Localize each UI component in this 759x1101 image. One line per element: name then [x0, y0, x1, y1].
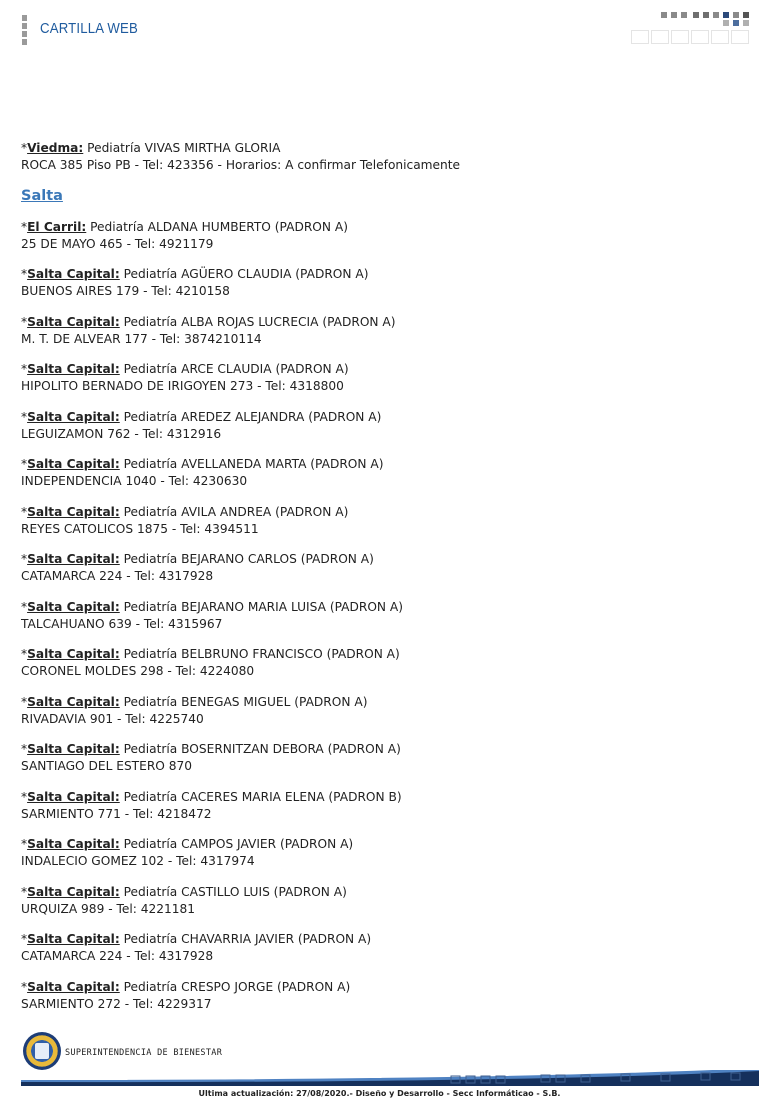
provider-entry: *Salta Capital: Pediatría BELBRUNO FRANCISCO (PADRON A) CORONEL MOLDES 298 - Tel: 4224080: [21, 646, 741, 680]
provider-location: Salta Capital:: [27, 837, 120, 851]
provider-location: Salta Capital:: [27, 552, 120, 566]
provider-details: M. T. DE ALVEAR 177 - Tel: 3874210114: [21, 331, 262, 346]
provider-entry: *Salta Capital: Pediatría CHAVARRIA JAVIER (PADRON A) CATAMARCA 224 - Tel: 4317928: [21, 931, 741, 965]
provider-name: Pediatría CACERES MARIA ELENA (PADRON B): [119, 789, 402, 804]
provider-details: SARMIENTO 272 - Tel: 4229317: [21, 996, 212, 1011]
provider-name: Pediatría AREDEZ ALEJANDRA (PADRON A): [119, 409, 382, 424]
provider-name: Pediatría BOSERNITZAN DEBORA (PADRON A): [119, 742, 401, 756]
provider-name: Pediatría ALBA ROJAS LUCRECIA (PADRON A): [119, 314, 396, 329]
provider-location: Salta Capital:: [27, 314, 120, 329]
last-update-text: Ultima actualización: 27/08/2020.- Diseño y Desarrollo - Secc Informáticao - S.B.: [198, 1089, 561, 1098]
provider-details: LEGUIZAMON 762 - Tel: 4312916: [21, 426, 222, 441]
provider-entry: *Salta Capital: Pediatría BENEGAS MIGUEL (PADRON A) RIVADAVIA 901 - Tel: 4225740: [21, 694, 741, 728]
provider-entry: *Salta Capital: Pediatría BEJARANO CARLOS (PADRON A) CATAMARCA 224 - Tel: 4317928: [21, 551, 741, 585]
footer-band: [21, 1070, 759, 1086]
provider-details: INDALECIO GOMEZ 102 - Tel: 4317974: [21, 854, 255, 868]
provider-details: CORONEL MOLDES 298 - Tel: 4224080: [21, 664, 255, 678]
provider-details: REYES CATOLICOS 1875 - Tel: 4394511: [21, 521, 259, 536]
provider-location: Salta Capital:: [27, 789, 120, 804]
provider-entry: *Salta Capital: Pediatría ARCE CLAUDIA (PADRON A) HIPOLITO BERNADO DE IRIGOYEN 273 - Tel: 4318800: [21, 361, 741, 395]
provider-location: Salta Capital:: [27, 742, 120, 756]
provider-entry: *Salta Capital: Pediatría CRESPO JORGE (PADRON A) SARMIENTO 272 - Tel: 4229317: [21, 979, 741, 1013]
provider-name: Pediatría BEJARANO MARIA LUISA (PADRON A): [119, 599, 404, 614]
provider-location: Salta Capital:: [27, 932, 120, 946]
page-footer: [21, 1030, 759, 1088]
provider-entry: *Salta Capital: Pediatría CAMPOS JAVIER (PADRON A) INDALECIO GOMEZ 102 - Tel: 4317974: [21, 836, 741, 870]
provider-details: BUENOS AIRES 179 - Tel: 4210158: [21, 284, 230, 298]
provider-entry: [21, 140, 741, 174]
provider-entry: *Salta Capital: Pediatría BEJARANO MARIA LUISA (PADRON A) TALCAHUANO 639 - Tel: 4315967: [21, 599, 741, 633]
provider-entry: *Salta Capital: Pediatría AGÜERO CLAUDIA (PADRON A) BUENOS AIRES 179 - Tel: 4210158: [21, 266, 741, 300]
provider-entry: *Salta Capital: Pediatría CACERES MARIA ELENA (PADRON B) SARMIENTO 771 - Tel: 4218472: [21, 789, 741, 823]
provider-entry: *Salta Capital: Pediatría AREDEZ ALEJANDRA (PADRON A) LEGUIZAMON 762 - Tel: 4312916: [21, 409, 741, 443]
provider-details: CATAMARCA 224 - Tel: 4317928: [21, 569, 214, 583]
provider-location: Salta Capital:: [27, 979, 120, 994]
provider-details: TALCAHUANO 639 - Tel: 4315967: [21, 616, 223, 631]
provider-entry: *El Carril: Pediatría ALDANA HUMBERTO (PADRON A) 25 DE MAYO 465 - Tel: 4921179: [21, 219, 741, 253]
provider-location: Salta Capital:: [27, 884, 120, 899]
provider-details: SANTIAGO DEL ESTERO 870: [21, 759, 193, 773]
directory-content: [21, 140, 741, 1026]
provider-name: Pediatría CHAVARRIA JAVIER (PADRON A): [119, 932, 372, 946]
provider-details: ROCA 385 Piso PB - Tel: 423356 - Horarios: A confirmar Telefonicamente: [21, 158, 461, 172]
provider-details: INDEPENDENCIA 1040 - Tel: 4230630: [21, 474, 248, 488]
provider-details: HIPOLITO BERNADO DE IRIGOYEN 273 - Tel: 4318800: [21, 379, 344, 393]
footer-wave-graphic: [21, 1070, 759, 1086]
provider-name: Pediatría AVELLANEDA MARTA (PADRON A): [119, 457, 384, 471]
provider-list: [21, 219, 741, 1013]
provider-header: *Viedma: Pediatría VIVAS MIRTHA GLORIA: [21, 141, 281, 155]
provider-name: Pediatría AGÜERO CLAUDIA (PADRON A): [119, 267, 369, 281]
provider-entry: *Salta Capital: Pediatría CASTILLO LUIS (PADRON A) URQUIZA 989 - Tel: 4221181: [21, 884, 741, 918]
page-header: [0, 0, 759, 60]
provider-location: Salta Capital:: [27, 599, 120, 614]
provider-name: Pediatría CAMPOS JAVIER (PADRON A): [119, 837, 354, 851]
provider-name: Pediatría AVILA ANDREA (PADRON A): [119, 504, 349, 519]
page-title: CARTILLA WEB: [40, 20, 138, 37]
provider-details: 25 DE MAYO 465 - Tel: 4921179: [21, 236, 214, 251]
provider-name: Pediatría CRESPO JORGE (PADRON A): [119, 979, 351, 994]
provider-name: Pediatría CASTILLO LUIS (PADRON A): [119, 884, 347, 899]
provider-details: SARMIENTO 771 - Tel: 4218472: [21, 806, 212, 821]
provider-entry: *Salta Capital: Pediatría ALBA ROJAS LUCRECIA (PADRON A) M. T. DE ALVEAR 177 - Tel: 3874210114: [21, 314, 741, 348]
header-decoration: [631, 12, 751, 48]
provider-entry: *Salta Capital: Pediatría AVELLANEDA MARTA (PADRON A) INDEPENDENCIA 1040 - Tel: 4230630: [21, 456, 741, 490]
provider-details: CATAMARCA 224 - Tel: 4317928: [21, 949, 214, 963]
shield-seal-icon: [23, 1032, 61, 1070]
provider-location: Salta Capital:: [27, 694, 120, 709]
provider-location: Viedma:: [27, 141, 84, 155]
provider-details: URQUIZA 989 - Tel: 4221181: [21, 901, 195, 916]
provider-name: Pediatría BELBRUNO FRANCISCO (PADRON A): [119, 647, 400, 661]
provider-name: Pediatría ALDANA HUMBERTO (PADRON A): [86, 219, 348, 234]
provider-location: El Carril:: [27, 219, 87, 234]
provider-entry: *Salta Capital: Pediatría AVILA ANDREA (PADRON A) REYES CATOLICOS 1875 - Tel: 4394511: [21, 504, 741, 538]
provider-name: Pediatría ARCE CLAUDIA (PADRON A): [119, 362, 349, 376]
header-accent-bar: [22, 15, 27, 47]
provider-location: Salta Capital:: [27, 362, 120, 376]
provider-name: Pediatría BEJARANO CARLOS (PADRON A): [119, 552, 374, 566]
provider-entry: *Salta Capital: Pediatría BOSERNITZAN DEBORA (PADRON A) SANTIAGO DEL ESTERO 870: [21, 741, 741, 775]
provider-location: Salta Capital:: [27, 504, 120, 519]
section-heading: Salta: [21, 187, 63, 204]
provider-name: Pediatría VIVAS MIRTHA GLORIA: [83, 141, 281, 155]
provider-location: Salta Capital:: [27, 409, 120, 424]
provider-location: Salta Capital:: [27, 267, 120, 281]
footer-org-name: SUPERINTENDENCIA DE BIENESTAR: [65, 1048, 223, 1058]
provider-location: Salta Capital:: [27, 647, 120, 661]
provider-details: RIVADAVIA 901 - Tel: 4225740: [21, 711, 204, 726]
provider-name: Pediatría BENEGAS MIGUEL (PADRON A): [119, 694, 368, 709]
provider-location: Salta Capital:: [27, 457, 120, 471]
